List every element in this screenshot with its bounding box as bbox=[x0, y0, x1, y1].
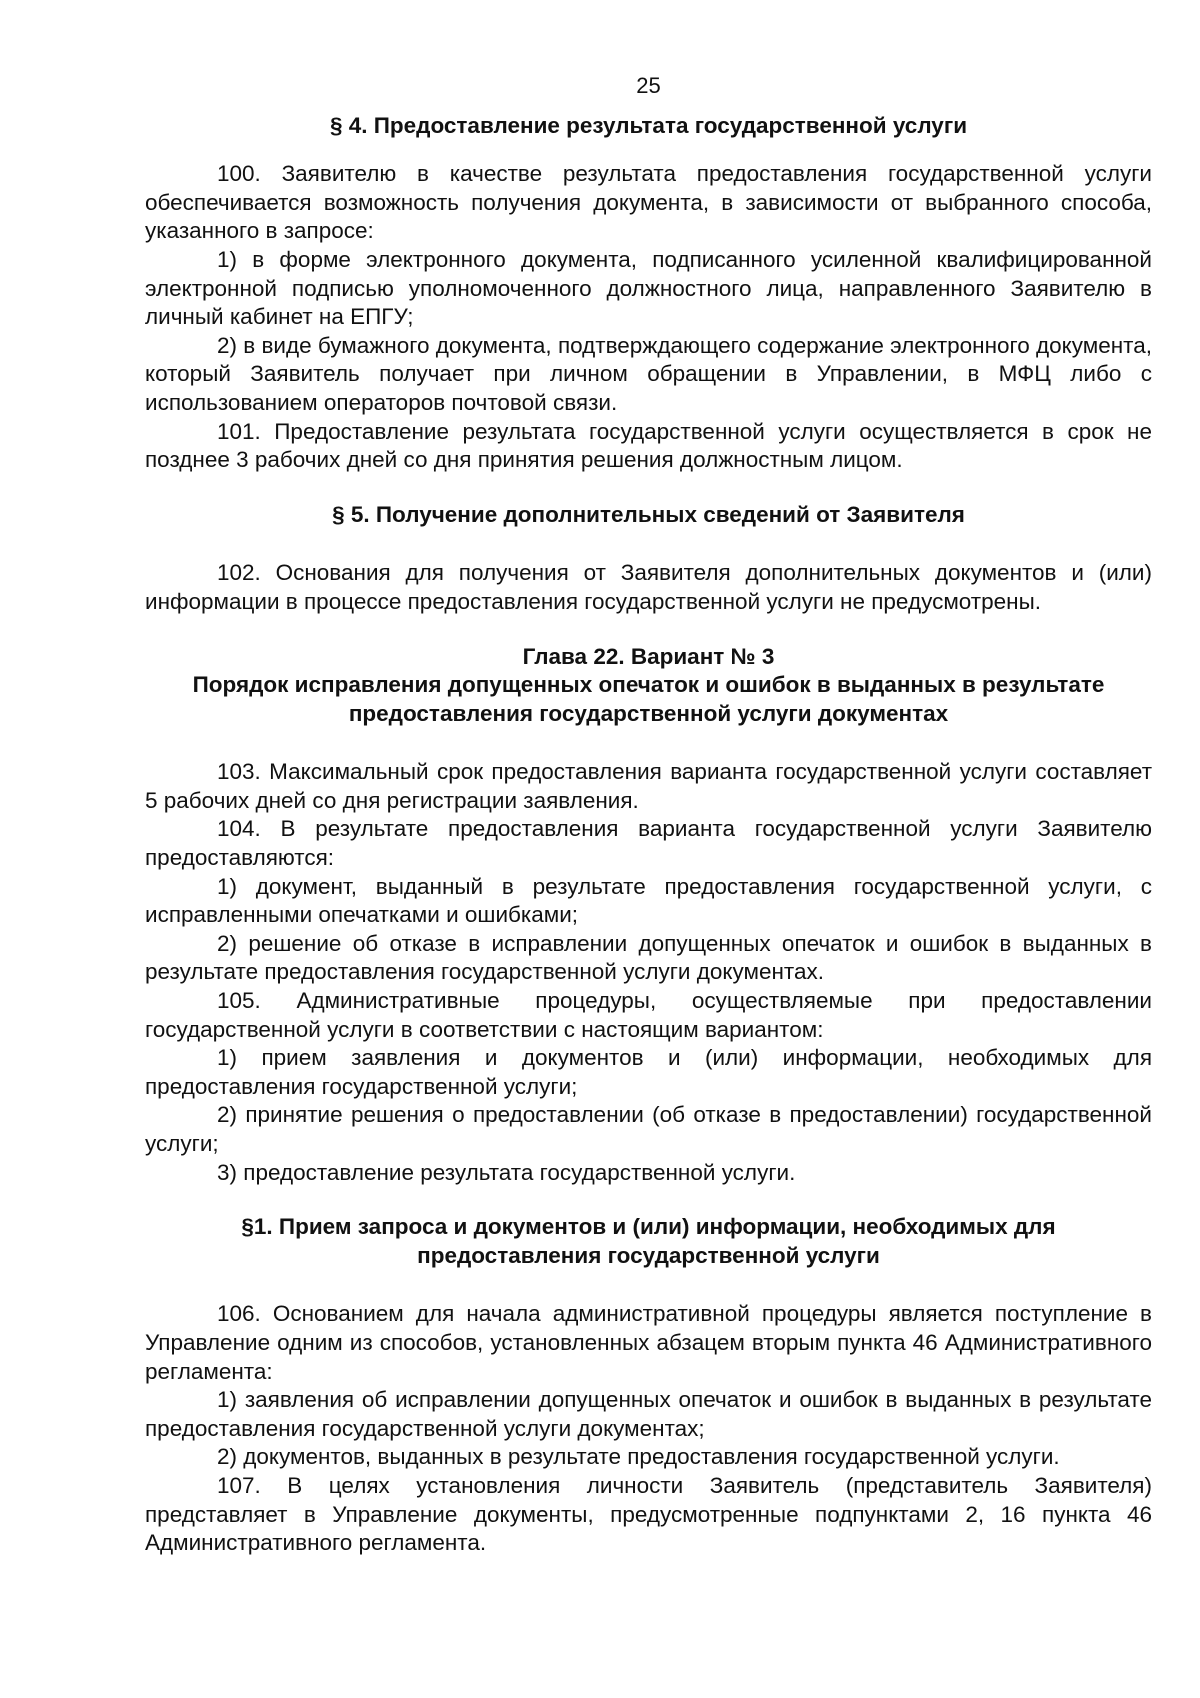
paragraph-105: 105. Административные процедуры, осуществляемые при предоставлении государственной услуги в соответствии с настоящим вариантом: bbox=[145, 988, 1152, 1042]
section-heading-1 bbox=[145, 1213, 1152, 1270]
section-heading-4 bbox=[145, 112, 1152, 141]
paragraph-103: 103. Максимальный срок предоставления варианта государственной услуги составляет 5 рабочих дней со дня регистрации заявления. bbox=[145, 759, 1152, 813]
section-heading-line: §1. Прием запроса и документов и (или) информации, необходимых для bbox=[241, 1214, 1056, 1240]
paragraph-100-item-2: 2) в виде бумажного документа, подтверждающего содержание электронного документа, который Заявитель получает при личном обращении в Управлении, в МФЦ либо с использованием операторов почтовой связи. bbox=[145, 332, 1152, 415]
paragraph-102: 102. Основания для получения от Заявителя дополнительных документов и (или) информации в процессе предоставления государственной услуги не предусмотрены. bbox=[145, 560, 1152, 614]
chapter-heading-line: Глава 22. Вариант № 3 bbox=[522, 643, 775, 669]
paragraph-106-item-1: 1) заявления об исправлении допущенных опечаток и ошибок в выданных в результате предоставления государственной услуги документах; bbox=[145, 1387, 1152, 1441]
section-heading-5 bbox=[145, 501, 1152, 530]
paragraph-104-item-2: 2) решение об отказе в исправлении допущенных опечаток и ошибок в выданных в результате предоставления государственной услуги документах. bbox=[145, 930, 1152, 985]
paragraph-107: 107. В целях установления личности Заявитель (представитель Заявителя) представляет в Управление документы, предусмотренные подпунктами 2, 16 пункта 46 Административного регламента. bbox=[145, 1472, 1152, 1556]
chapter-heading-22 bbox=[145, 643, 1152, 729]
paragraph-105-item-1: 1) прием заявления и документов и (или) информации, необходимых для предоставления государственной услуги; bbox=[145, 1045, 1152, 1099]
chapter-heading-line: Порядок исправления допущенных опечаток и ошибок в выданных в результате bbox=[192, 672, 1105, 698]
paragraph-106: 106. Основанием для начала административной процедуры является поступление в Управление одним из способов, установленных абзацем вторым пункта 46 Административного регламента: bbox=[145, 1301, 1152, 1384]
paragraph-101: 101. Предоставление результата государственной услуги осуществляется в срок не позднее 3 рабочих дней со дня принятия решения должностным лицом. bbox=[145, 418, 1152, 473]
paragraph-104-item-1: 1) документ, выданный в результате предоставления государственной услуги, с исправленными опечатками и ошибками; bbox=[145, 873, 1152, 928]
paragraph-100: 100. Заявителю в качестве результата предоставления государственной услуги обеспечивается возможность получения документа, в зависимости от выбранного способа, указанного в запросе: bbox=[145, 161, 1152, 244]
paragraph-105-item-3: 3) предоставление результата государственной услуги. bbox=[217, 1159, 796, 1185]
paragraph-100-item-1: 1) в форме электронного документа, подписанного усиленной квалифицированной электронной подписью уполномоченного должностного лица, направленного Заявителю в личный кабинет на ЕПГУ; bbox=[145, 246, 1152, 330]
paragraph-106-item-2: 2) документов, выданных в результате предоставления государственной услуги. bbox=[217, 1444, 1060, 1470]
section-heading-line: § 5. Получение дополнительных сведений от Заявителя bbox=[332, 501, 965, 527]
paragraph-105-item-2: 2) принятие решения о предоставлении (об отказе в предоставлении) государственной услуги; bbox=[145, 1102, 1152, 1156]
section-heading-line: предоставления государственной услуги bbox=[417, 1242, 880, 1268]
page-number: 25 bbox=[636, 73, 661, 98]
paragraph-104: 104. В результате предоставления варианта государственной услуги Заявителю предоставляются: bbox=[145, 816, 1152, 871]
chapter-heading-line: предоставления государственной услуги документах bbox=[348, 700, 949, 726]
section-heading-line: § 4. Предоставление результата государственной услуги bbox=[329, 112, 968, 138]
